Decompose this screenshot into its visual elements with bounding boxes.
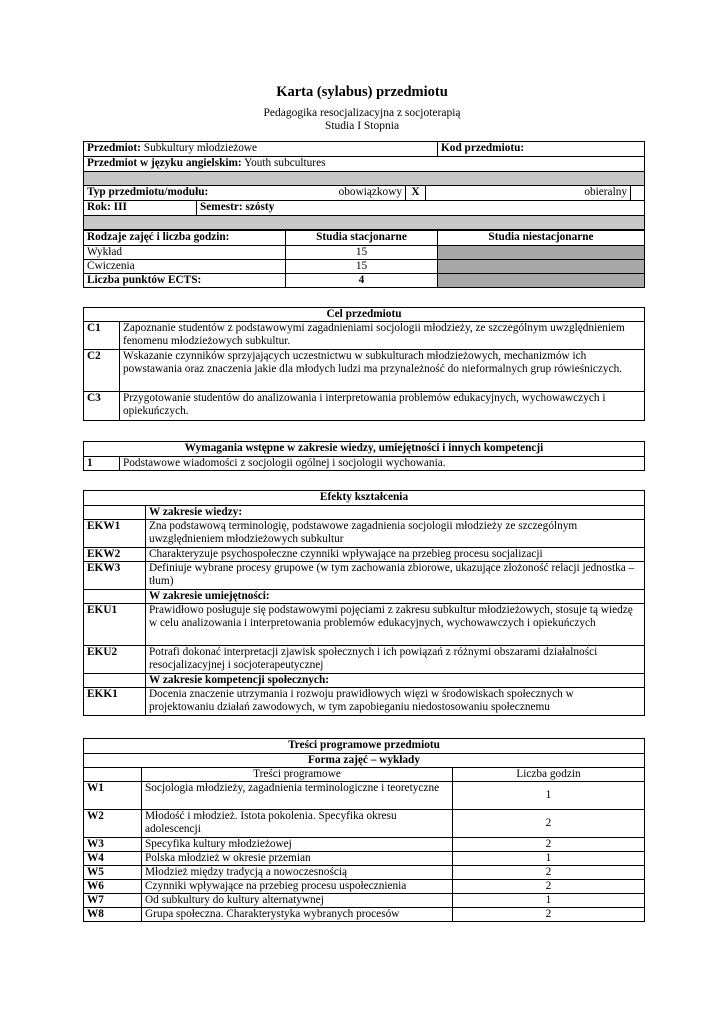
goal-text: Zapoznanie studentów z podstawowymi zagadnieniami socjologii młodzieży, ze szczególnym uwzględnieniem fenomenu młodzieżowych subkultur. (120, 322, 645, 350)
subject-cell: Przedmiot: Subkultury młodzieżowe (84, 142, 438, 157)
hours-row-empty (438, 246, 645, 260)
goal-code: C3 (84, 392, 120, 421)
hours-row-value: 15 (286, 246, 438, 260)
mandatory-mark: X (406, 186, 426, 201)
spacer-row (84, 216, 645, 230)
topic-text: Od subkultury do kultury alternatywnej (142, 894, 453, 908)
hours-header-type: Rodzaje zajęć i liczba godzin: (84, 231, 286, 246)
topic-code: W3 (84, 838, 142, 852)
goal-text: Przygotowanie studentów do analizowania i interpretowania problemów edukacyjnych, wychowawczych i opiekuńczych. (120, 392, 645, 421)
outcome-groups-row: Grupy szczegółowych efektów kształcenia: (84, 172, 645, 186)
ects-empty (438, 274, 645, 288)
semester-cell: Semestr: szósty (197, 201, 645, 216)
goal-text: Wskazanie czynników sprzyjających uczestnictwu w subkulturach młodzieżowych, mechanizmów ich powstawania oraz znaczenia jakie dla młodych ludzi ma przynależność do nieformalnych grup rówieśniczych. (120, 350, 645, 392)
prerequisite-text: Podstawowe wiadomości z socjologii ogólnej i socjologii wychowania. (120, 457, 645, 471)
content-blank-cell (84, 768, 142, 782)
outcome-code: EKW2 (84, 548, 146, 562)
hours-row-value: 15 (286, 260, 438, 274)
goal-code: C2 (84, 350, 120, 392)
optional-mark (631, 186, 645, 201)
optional-label: obieralny (426, 186, 631, 201)
outcome-code: EKW1 (84, 520, 146, 548)
goal-code: C1 (84, 322, 120, 350)
hours-row-empty (438, 260, 645, 274)
outcome-text: Prawidłowo posługuje się podstawowymi pojęciami z zakresu subkultur młodzieżowych, stosuje tą wiedzę w celu analizowania i interpretowania problemów edukacyjnych, wychowawczych i opiekuńczych (146, 604, 645, 646)
outcome-code: EKU2 (84, 646, 146, 674)
hours-row-label: Wykład (84, 246, 286, 260)
program-content-table (83, 738, 645, 922)
topic-code: W2 (84, 810, 142, 838)
skills-header: W zakresie umiejętności: (146, 590, 645, 604)
subject-info-table (83, 141, 645, 230)
year-cell: Rok: III (84, 201, 197, 216)
outcomes-title: Efekty kształcenia (84, 491, 645, 506)
prerequisite-code: 1 (84, 457, 120, 471)
ects-value: 4 (286, 274, 438, 288)
topic-text: Socjologia młodzieży, zagadnienia terminologiczne i teoretyczne (142, 782, 453, 810)
prerequisites-table (83, 441, 645, 471)
hours-column-header: Liczba godzin (453, 768, 645, 782)
topic-text: Specyfika kultury młodzieżowej (142, 838, 453, 852)
outcomes-blank-cell (84, 506, 146, 520)
topic-hours: 1 (453, 852, 645, 866)
topic-text: Młodość i młodzież. Istota pokolenia. Specyfika okresu adolescencji (142, 810, 453, 838)
outcome-code: EKW3 (84, 562, 146, 590)
topic-hours: 1 (453, 782, 645, 810)
ects-label: Liczba punktów ECTS: (84, 274, 286, 288)
module-type-cell: Typ przedmiotu/modułu: obowiązkowy (84, 186, 406, 201)
outcome-code: EKU1 (84, 604, 146, 646)
topic-text: Czynniki wpływające na przebieg procesu uspołecznienia (142, 880, 453, 894)
topic-code: W5 (84, 866, 142, 880)
outcome-text: Definiuje wybrane procesy grupowe (w tym zachowania zbiorowe, ukazujące złożoność relacji jednostka – tłum) (146, 562, 645, 590)
topic-code: W1 (84, 782, 142, 810)
topic-hours: 2 (453, 838, 645, 852)
topic-text: Grupa społeczna. Charakterystyka wybranych procesów (142, 908, 453, 922)
topic-hours: 1 (453, 894, 645, 908)
outcomes-table (83, 490, 645, 716)
topic-hours: 2 (453, 810, 645, 838)
prerequisites-title: Wymagania wstępne w zakresie wiedzy, umiejętności i innych kompetencji (84, 442, 645, 457)
outcome-text: Charakteryzuje psychospołeczne czynniki wpływające na przebieg procesu socjalizacji (146, 548, 645, 562)
knowledge-header: W zakresie wiedzy: (146, 506, 645, 520)
goals-title: Cel przedmiotu (84, 308, 645, 322)
topic-code: W7 (84, 894, 142, 908)
topic-code: W8 (84, 908, 142, 922)
outcome-code: EKK1 (84, 688, 146, 716)
program-name: Pedagogika resocjalizacyjna z socjoterapią (263, 107, 461, 119)
goals-table (83, 307, 645, 421)
study-level: Studia I Stopnia (324, 120, 400, 132)
lecture-form: Forma zajęć – wykłady (84, 754, 645, 768)
topic-text: Młodzież między tradycją a nowoczesnością (142, 866, 453, 880)
topic-code: W4 (84, 852, 142, 866)
topic-column-header: Treści programowe (142, 768, 453, 782)
hours-header-parttime: Studia niestacjonarne (438, 231, 645, 246)
outcome-text: Zna podstawową terminologię, podstawowe zagadnienia socjologii młodzieży ze szczególnym uwzględnieniem młodzieżowych subkultur (146, 520, 645, 548)
content-title: Treści programowe przedmiotu (84, 739, 645, 754)
competence-header: W zakresie kompetencji społecznych: (146, 674, 645, 688)
outcome-text: Potrafi dokonać interpretacji zjawisk społecznych i ich powiązań z różnymi obszarami działalności resocjalizacyjnej i socjoterapeutycznej (146, 646, 645, 674)
topic-hours: 2 (453, 866, 645, 880)
topic-code: W6 (84, 880, 142, 894)
subject-code-label: Kod przedmiotu: (438, 142, 645, 157)
topic-hours: 2 (453, 880, 645, 894)
outcome-text: Docenia znaczenie utrzymania i rozwoju prawidłowych więzi w środowiskach społecznych w projektowaniu działań zawodowych, w tym zapobieganiu niedostosowaniu społecznemu (146, 688, 645, 716)
hours-row-label: Ćwiczenia (84, 260, 286, 274)
english-name-cell: Przedmiot w języku angielskim: Youth subcultures (84, 157, 645, 172)
outcomes-blank-cell (84, 674, 146, 688)
outcomes-blank-cell (84, 590, 146, 604)
document-title: Karta (sylabus) przedmiotu (276, 84, 448, 100)
topic-hours: 2 (453, 908, 645, 922)
hours-header-fulltime: Studia stacjonarne (286, 231, 438, 246)
hours-table (83, 230, 645, 288)
topic-text: Polska młodzież w okresie przemian (142, 852, 453, 866)
